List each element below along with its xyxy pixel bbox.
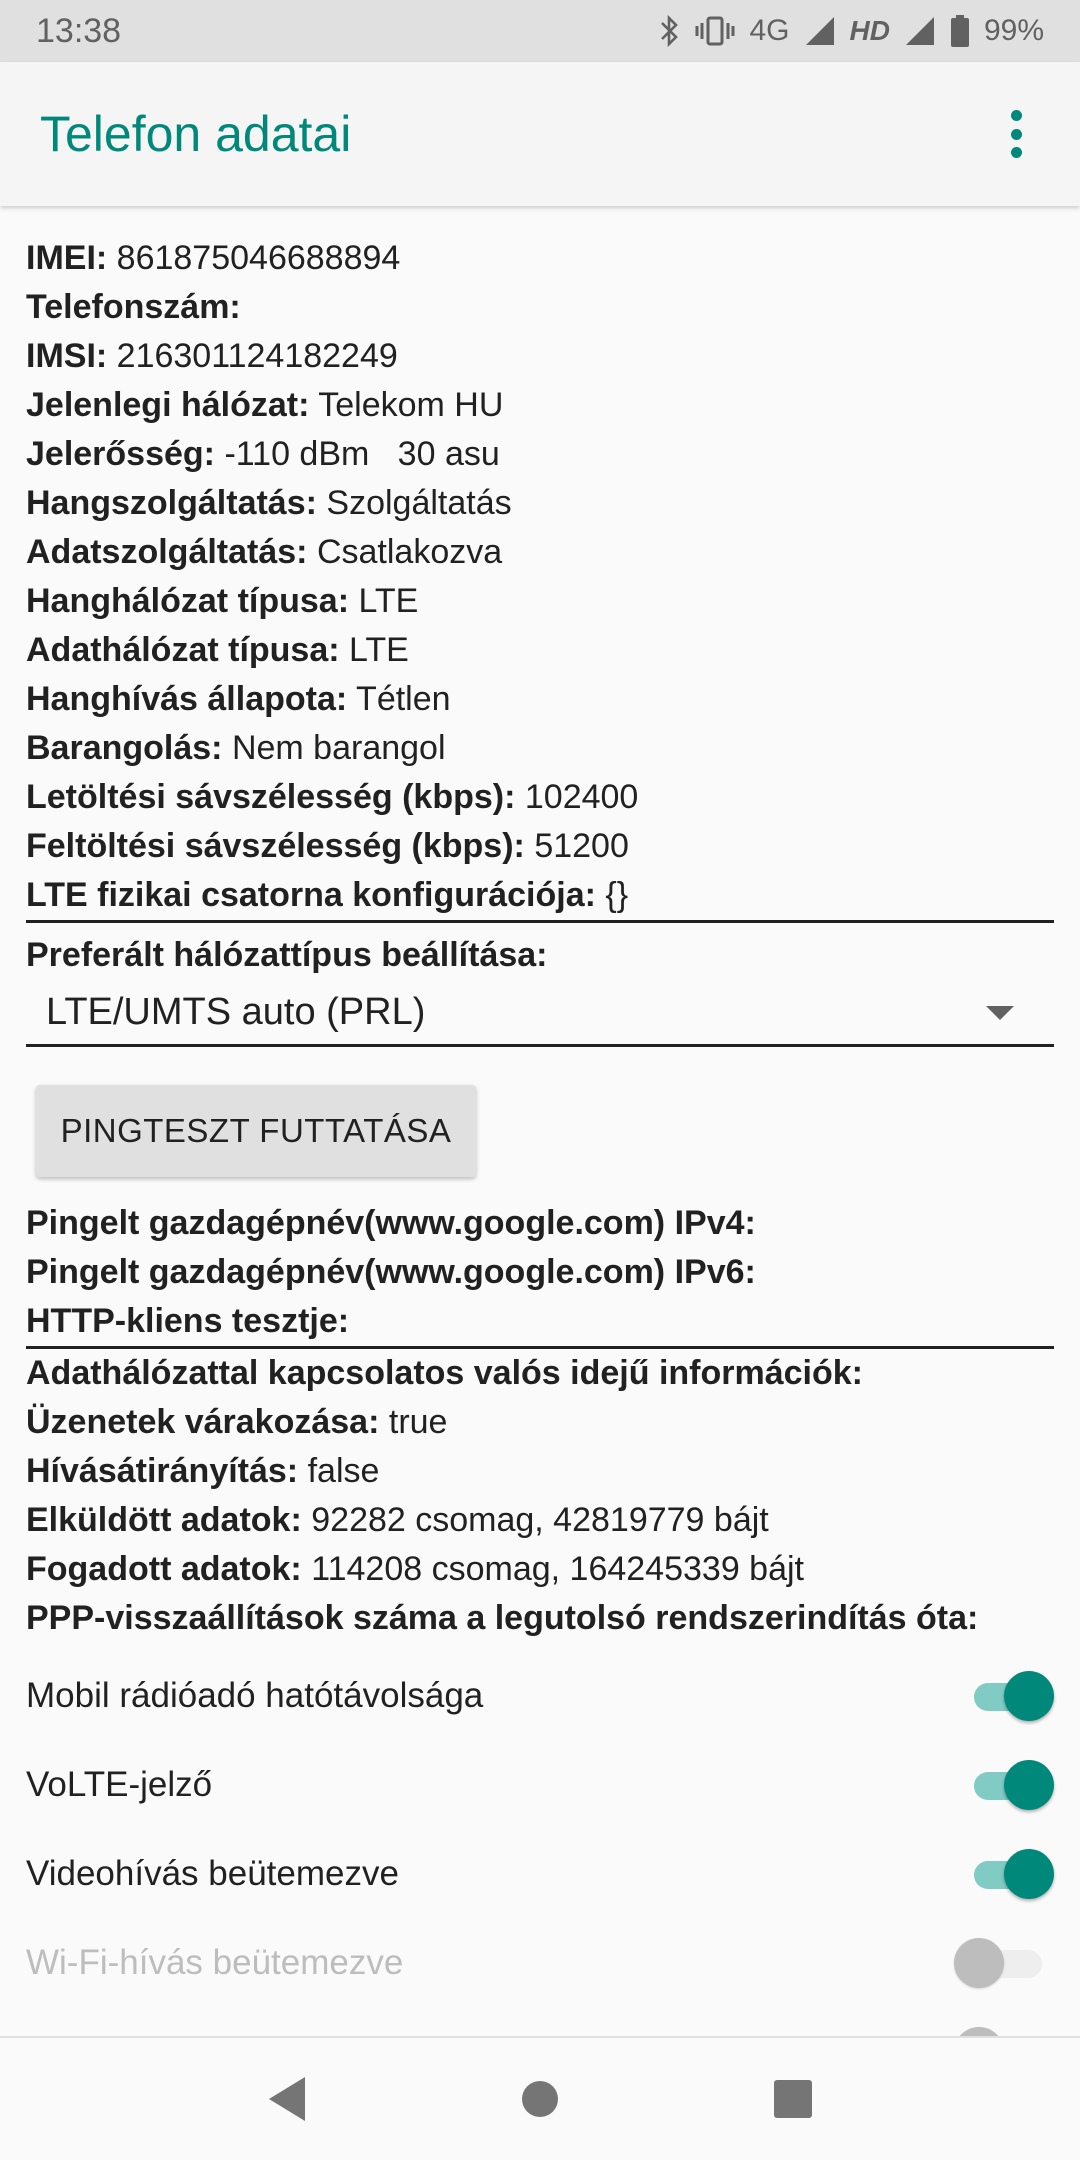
info-row-data-sent: Elküldött adatok: 92282 csomag, 42819779 bájt (26, 1501, 769, 1539)
info-row-voice-network-type: Hanghálózat típusa: LTE (26, 582, 419, 620)
info-row-ping-ipv4: Pingelt gazdagépnév(www.google.com) IPv4: (26, 1204, 756, 1242)
mobile-radio-switch[interactable] (968, 1671, 1054, 1721)
info-row-data-service: Adatszolgáltatás: Csatlakozva (26, 533, 503, 571)
info-row-signal-strength: Jelerősség: -110 dBm 30 asu (26, 435, 500, 473)
status-icons (659, 14, 1044, 48)
toggle-label: VoLTE-jelző (26, 1764, 213, 1804)
info-row-voice-service: Hangszolgáltatás: Szolgáltatás (26, 484, 512, 522)
info-row-realtime-data-info: Adathálózattal kapcsolatos valós idejű információk: (26, 1354, 863, 1392)
toggle-label: Videohívás beütemezve (26, 1853, 399, 1893)
bluetooth-icon (659, 14, 681, 48)
run-ping-test-button[interactable]: PINGTESZT FUTTATÁSA (36, 1085, 476, 1177)
data-info-section (26, 1349, 1054, 1643)
more-vert-icon[interactable] (992, 104, 1040, 164)
info-row-http-client-test: HTTP-kliens tesztje: (26, 1302, 350, 1340)
hd-indicator: HD (849, 15, 890, 46)
info-row-roaming: Barangolás: Nem barangol (26, 729, 446, 767)
ping-results-section (26, 1199, 1054, 1346)
info-row-lte-channel-config: LTE fizikai csatorna konfigurációja: {} (26, 876, 629, 914)
info-row-imei: IMEI: 861875046688894 (26, 239, 401, 277)
phone-info-content[interactable] (26, 206, 1054, 2036)
signal-icon (804, 15, 836, 47)
navigation-bar (0, 2036, 1080, 2160)
page-title: Telefon adatai (40, 106, 352, 162)
home-icon[interactable] (510, 2069, 570, 2129)
volte-switch[interactable] (968, 1760, 1054, 1810)
battery-icon (950, 14, 970, 48)
toggle-section (26, 1651, 1054, 2096)
vibrate-icon (695, 14, 735, 48)
status-bar (0, 0, 1080, 62)
info-row-download-bandwidth: Letöltési sávszélesség (kbps): 102400 (26, 778, 639, 816)
info-row-ppp-resets: PPP-visszaállítások száma a legutolsó rendszerindítás óta: (26, 1599, 979, 1637)
info-row-phone-number: Telefonszám: (26, 288, 241, 326)
divider (26, 920, 1054, 923)
toggle-row-mobile-radio[interactable] (26, 1651, 1054, 1740)
dropdown-arrow-icon (986, 1006, 1014, 1020)
recents-icon[interactable] (763, 2069, 823, 2129)
info-row-upload-bandwidth: Feltöltési sávszélesség (kbps): 51200 (26, 827, 629, 865)
info-row-call-state: Hanghívás állapota: Tétlen (26, 680, 451, 718)
network-type: 4G (749, 14, 790, 47)
battery-level: 99% (983, 14, 1044, 47)
toggle-row-volte[interactable] (26, 1740, 1054, 1829)
status-time: 13:38 (36, 11, 122, 50)
toggle-row-video-calling[interactable] (26, 1829, 1054, 1918)
info-row-imsi: IMSI: 216301124182249 (26, 337, 398, 375)
info-section (26, 206, 1054, 920)
video-calling-switch[interactable] (968, 1849, 1054, 1899)
info-row-current-network: Jelenlegi hálózat: Telekom HU (26, 386, 504, 424)
preferred-network-value: LTE/UMTS auto (PRL) (46, 991, 426, 1033)
info-row-call-forwarding: Hívásátirányítás: false (26, 1452, 380, 1490)
wifi-calling-switch (968, 1938, 1054, 1988)
info-row-data-network-type: Adathálózat típusa: LTE (26, 631, 409, 669)
toggle-label: Wi-Fi-hívás beütemezve (26, 1942, 404, 1982)
info-row-ping-ipv6: Pingelt gazdagépnév(www.google.com) IPv6: (26, 1253, 756, 1291)
signal-icon-2 (904, 15, 936, 47)
preferred-network-label: Preferált hálózattípus beállítása: (26, 936, 548, 974)
preferred-network-select[interactable] (26, 981, 1054, 1047)
toggle-label: Mobil rádióadó hatótávolsága (26, 1675, 484, 1715)
info-row-message-waiting: Üzenetek várakozása: true (26, 1403, 448, 1441)
toggle-row-wifi-calling (26, 1918, 1054, 2007)
back-icon[interactable] (257, 2069, 317, 2129)
info-row-data-received: Fogadott adatok: 114208 csomag, 164245339 bájt (26, 1550, 804, 1588)
app-bar (0, 62, 1080, 206)
